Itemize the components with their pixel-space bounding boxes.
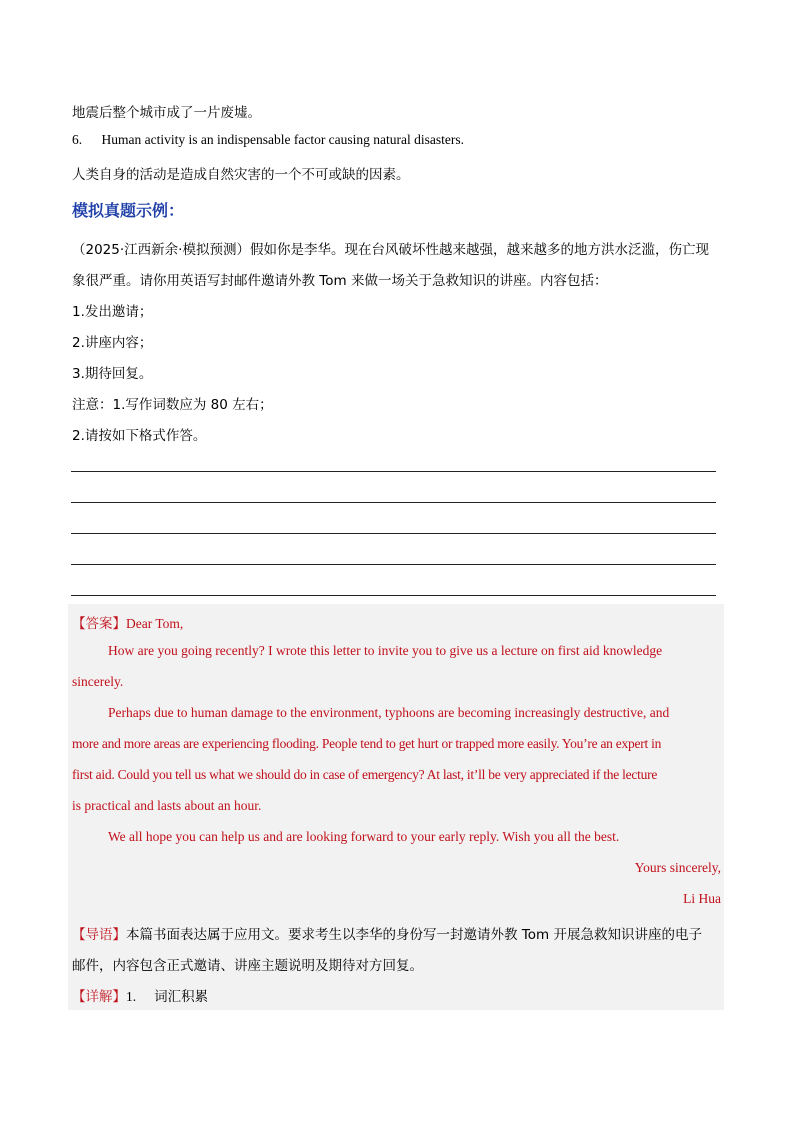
writing-line-2 <box>71 502 716 503</box>
writing-line-4 <box>71 564 716 565</box>
answer-line-4: more and more areas are experiencing flooding. People tend to get hurt or trapped more easily. You’re an expert in <box>72 736 662 751</box>
guide-line-1 <box>72 923 702 943</box>
answer-line-2: sincerely. <box>72 674 124 689</box>
answer-line-6: is practical and lasts about an hour. <box>72 798 262 813</box>
question-item-2: 2.讲座内容； <box>72 335 153 351</box>
answer-line-3: Perhaps due to human damage to the environment, typhoons are becoming increasingly destructive, and <box>108 705 670 720</box>
detail-line <box>72 985 208 1005</box>
sentence-chinese-5: 地震后整个城市成了一片废墟。 <box>72 105 261 121</box>
question-note-2: 2.请按如下格式作答。 <box>72 428 207 444</box>
writing-line-3 <box>71 533 716 534</box>
answer-line-7: We all hope you can help us and are looking forward to your early reply. Wish you all the best. <box>108 829 620 844</box>
detail-number: 1. <box>126 989 137 1004</box>
detail-tag: 【详解】 <box>72 989 126 1005</box>
answer-tag: 【答案】 <box>72 616 126 632</box>
answer-line-5: first aid. Could you tell us what we should do in case of emergency? At last, it’ll be very appreciated if the lecture <box>72 767 658 782</box>
answer-signature: Li Hua <box>683 891 721 906</box>
question-note-1: 注意：1.写作词数应为 80 左右； <box>72 397 273 413</box>
guide-line-2: 邮件，内容包含正式邀请、讲座主题说明及期待对方回复。 <box>72 958 423 974</box>
question-item-1: 1.发出邀请； <box>72 304 153 320</box>
writing-line-5 <box>71 595 716 596</box>
detail-text: 词汇积累 <box>154 989 209 1005</box>
item-number: 6. <box>72 132 83 147</box>
item-text: Human activity is an indispensable factor causing natural disasters. <box>101 132 465 147</box>
answer-salutation-line <box>72 612 183 632</box>
guide-tag: 【导语】 <box>72 927 126 943</box>
sentence-english-6 <box>72 132 464 148</box>
answer-line-1: How are you going recently? I wrote this letter to invite you to give us a lecture on first aid knowledge <box>108 643 663 658</box>
question-line-2: 象很严重。请你用英语写封邮件邀请外教 Tom 来做一场关于急救知识的讲座。内容包括： <box>72 273 608 289</box>
question-item-3: 3.期待回复。 <box>72 366 153 382</box>
section-heading: 模拟真题示例： <box>72 201 185 220</box>
answer-salutation: Dear Tom, <box>126 616 184 631</box>
guide-text-1: 本篇书面表达属于应用文。要求考生以李华的身份写一封邀请外教 Tom 开展急救知识讲座的电子 <box>126 927 702 943</box>
sentence-chinese-6: 人类自身的活动是造成自然灾害的一个不可或缺的因素。 <box>72 167 410 183</box>
writing-line-1 <box>71 471 716 472</box>
answer-closing: Yours sincerely, <box>634 860 721 875</box>
question-line-1: （2025·江西新余·模拟预测）假如你是李华。现在台风破坏性越来越强，越来越多的地方洪水泛滥，伤亡现 <box>72 242 709 258</box>
